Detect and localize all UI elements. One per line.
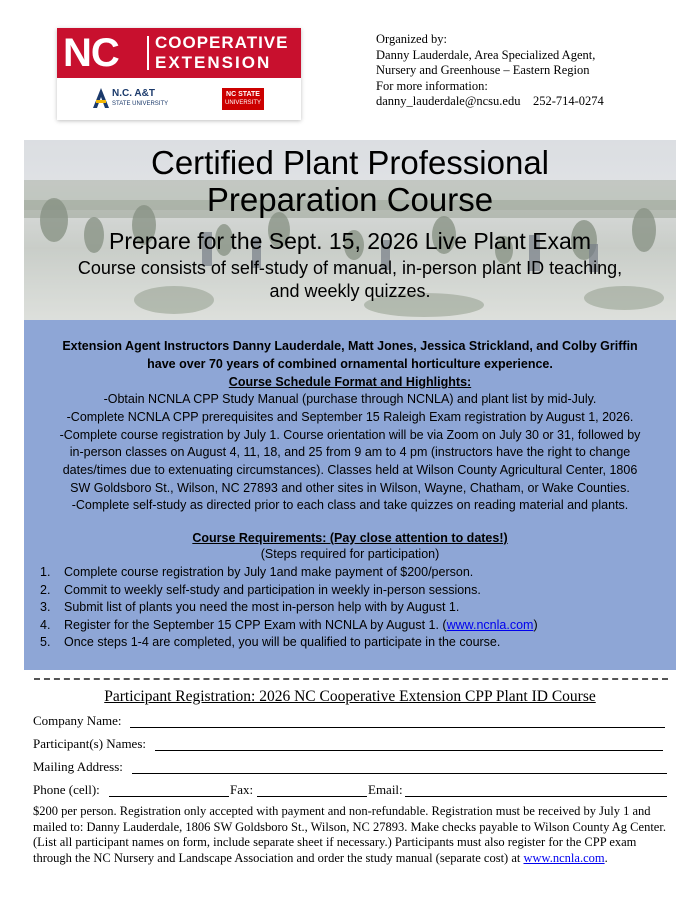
ncat-name: N.C. A&T [112,88,155,99]
requirement-item [40,582,481,600]
registration-note-end: . [604,850,608,865]
requirements-subheading: (Steps required for participation) [260,547,440,561]
schedule-line: -Complete NCNLA CPP prerequisites and September 15 Raleigh Exam registration by August 1, 2026. [66,410,634,424]
requirement-item [40,634,500,652]
instructors-line2: have over 70 years of combined ornamental horticulture experience. [147,357,553,371]
requirement-text: Submit list of plants you need the most in-person help with by August 1. [64,600,460,614]
hero-description-line2: and weekly quizzes. [269,281,431,301]
registration-title-text: Participant Registration: 2026 NC Cooperative Extension CPP Plant ID Course [104,688,596,705]
instructors-line1: Extension Agent Instructors Danny Lauderdale, Matt Jones, Jessica Strickland, and Colby Griffin [62,339,638,353]
hero-description-line1: Course consists of self-study of manual, in-person plant ID teaching, [77,258,623,278]
requirement-item [40,617,538,635]
company-label: Company Name: [33,713,122,728]
requirements-heading: Course Requirements: (Pay close attention to dates!) [192,531,508,545]
hero-subtitle: Prepare for the Sept. 15, 2026 Live Plant Exam [108,228,591,254]
participants-field[interactable] [155,736,663,751]
hero-title-line2: Preparation Course [206,181,494,218]
contact-line [376,94,604,110]
requirement-number: 1. [40,565,51,579]
organizer-region: Nursery and Greenhouse – Eastern Region [376,63,590,77]
requirement-text-end: ) [533,618,538,632]
info-label: For more information: [376,78,488,93]
registration-note [33,804,669,866]
phone-label: Phone (cell): [33,782,100,797]
ncstate-line2: UNIVERSITY [224,100,261,106]
schedule-line: -Complete course registration by July 1. Course orientation will be via Zoom on July 30 or 31, followed by [59,428,641,442]
requirement-text: Commit to weekly self-study and participation in weekly in-person sessions. [64,583,481,597]
ncstate-logo [222,88,264,110]
phone-field[interactable] [109,782,229,797]
logo-nc-text: NC [63,31,119,75]
company-field[interactable] [130,713,665,728]
requirement-text: Complete course registration by July 1and make payment of $200/person. [64,565,474,579]
requirement-item [40,564,473,582]
course-info-box [24,320,676,670]
logo-red-banner [57,28,301,78]
hero-banner [24,140,676,320]
requirement-text: Register for the September 15 CPP Exam with NCNLA by August 1. ( [64,618,447,632]
requirement-text: Once steps 1-4 are completed, you will be qualified to participate in the course. [64,635,501,649]
requirement-number: 2. [40,583,51,597]
nc-cooperative-extension-logo [57,28,301,120]
requirement-number: 3. [40,600,51,614]
phone-label-wrap [33,782,100,798]
mailing-label: Mailing Address: [33,759,123,774]
logo-divider [147,36,149,70]
ncat-subtitle: STATE UNIVERSITY [112,101,169,107]
logo-cooperative-text: COOPERATIVE [155,33,289,52]
organizer-label: Organized by: [376,32,447,46]
schedule-line: in-person classes on August 4, 11, 18, and 25 from 9 am to 4 pm (instructors have the right to change [69,445,631,459]
fax-label: Fax: [230,782,254,797]
organizer-info [376,32,604,110]
requirement-item [40,599,459,617]
organizer-name: Danny Lauderdale, Area Specialized Agent, [376,47,596,62]
cut-line-separator [34,678,668,680]
organizer-phone: 252-714-0274 [532,94,604,108]
logo-extension-text: EXTENSION [155,53,272,72]
ncnla-link-footer[interactable]: www.ncnla.com [523,850,605,865]
email-label-wrap [368,782,403,798]
email-field[interactable] [405,782,667,797]
email-label: Email: [368,782,403,797]
organizer-email[interactable]: danny_lauderdale@ncsu.edu [376,94,521,108]
mailing-row [33,759,123,775]
participants-row [33,736,146,752]
ncnla-link[interactable]: www.ncnla.com [446,618,534,632]
mailing-address-field[interactable] [132,759,667,774]
schedule-line: -Obtain NCNLA CPP Study Manual (purchase through NCNLA) and plant list by mid-July. [103,392,597,406]
registration-note-text: $200 per person. Registration only accepted with payment and non-refundable. Registration must be received by July 1 and mailed to: Danny Lauderdale, 1806 SW Goldsboro St., Wilson, NC 27893. Make checks payable to Wilson County Ag Center. (List all participant names on form, include separate sheet if necessary.) Participants must also register for the CPP exam through the NC Nursery and Landscape Association and order the study manual (separate cost) at [33,804,666,865]
fax-label-wrap [230,782,253,798]
fax-field[interactable] [257,782,367,797]
hero-title-line1: Certified Plant Professional [150,144,550,181]
schedule-line: SW Goldsboro St., Wilson, NC 27893 and other sites in Wilson, Wayne, Chatham, or Wake Counties. [70,481,630,495]
ncat-aggie-icon [93,88,109,108]
requirement-number: 5. [40,635,51,649]
registration-title [0,687,700,706]
participants-label: Participant(s) Names: [33,736,146,751]
schedule-line: -Complete self-study as directed prior to each class and take quizzes on reading material and plants. [71,498,629,512]
company-row [33,713,121,729]
requirement-number: 4. [40,618,51,632]
schedule-line: dates/times due to extenuating circumstances). Classes held at Wilson County Agricultural Center, 1806 [62,463,638,477]
schedule-heading: Course Schedule Format and Highlights: [228,375,472,389]
ncstate-line1: NC STATE [226,91,260,98]
